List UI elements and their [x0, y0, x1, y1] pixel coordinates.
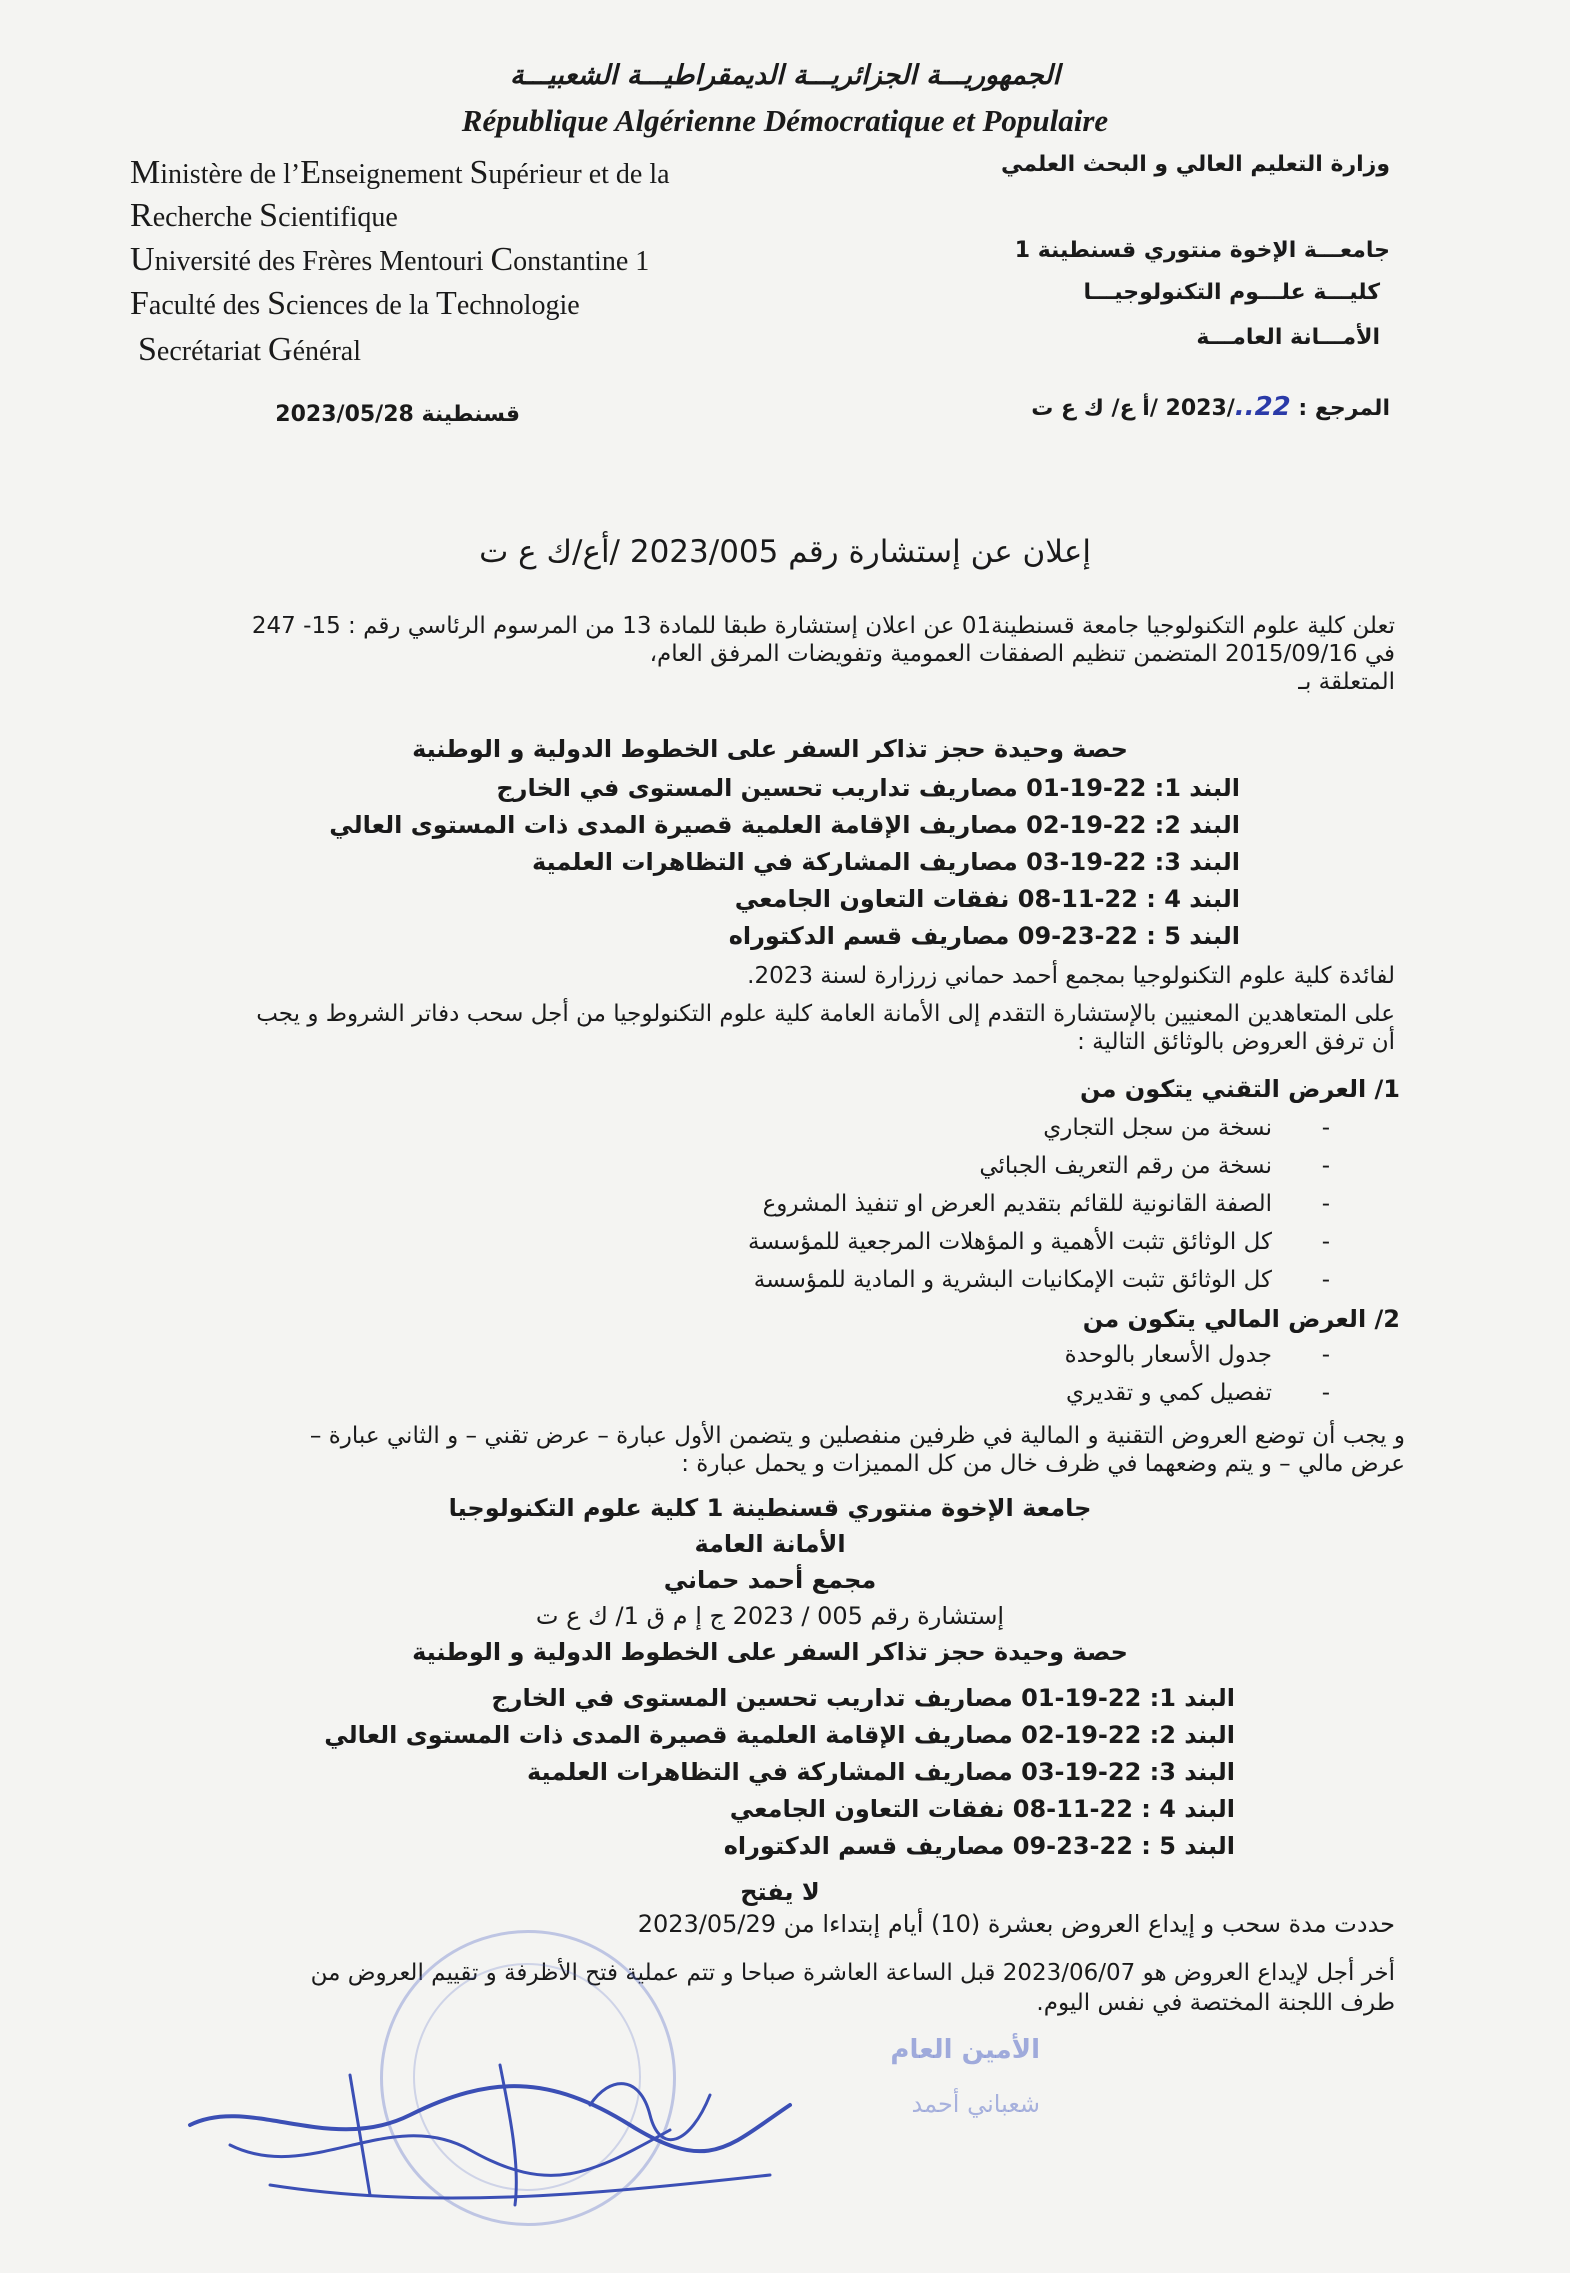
envelope-bands-list [235, 1680, 1235, 1865]
announcement-title: إعلان عن إستشارة رقم 2023/005 /أع/ك ع ت [479, 534, 1091, 570]
list-item: - كل الوثائق تثبت الأهمية و المؤهلات المرجعية للمؤسسة [540, 1229, 1340, 1267]
envelope-secretariat: الأمانة العامة [694, 1530, 846, 1558]
list-item: - نسخة من رقم التعريف الجبائي [540, 1153, 1340, 1191]
list-item: - تفصيل كمي و تقديري [540, 1380, 1340, 1418]
intro-line-1: تعلن كلية علوم التكنولوجيا جامعة قسنطينة01 عن اعلان إستشارة طبقا للمادة 13 من المرسوم الرئاسي رقم : 15- 247 [251, 613, 1395, 639]
document-date: قسنطينة 2023/05/28 [275, 402, 520, 427]
envelope-line-2: عرض مالي – و يتم وضعهما في ظرف خال من كل المميزات و يحمل عبارة : [681, 1451, 1405, 1477]
band-item: البند 4 : 22-11-08 نفقات التعاون الجامعي [729, 1795, 1235, 1823]
stamp-title: الأمين العام [890, 2035, 1040, 2065]
deadline-submit [105, 1958, 1395, 2018]
envelope-label [300, 1490, 1240, 1670]
fr-secretariat-line: Secrétariat Général [138, 331, 361, 368]
band-item: البند 1: 22-19-01 مصاريف تداريب تحسين المستوى في الخارج [496, 774, 1240, 802]
bands-list [240, 770, 1240, 955]
stamp-name: شعباني أحمد [911, 2090, 1040, 2118]
handwritten-signature [170, 2035, 810, 2235]
technical-offer-title: 1/ العرض التقني يتكون من [1079, 1075, 1400, 1103]
band-item: البند 3: 22-19-03 مصاريف المشاركة في التظاهرات العلمية [531, 848, 1240, 876]
deadline-line-2: طرف اللجنة المختصة في نفس اليوم. [1036, 1990, 1395, 2016]
intro-paragraph [135, 612, 1395, 696]
financial-offer-title: 2/ العرض المالي يتكون من [1082, 1305, 1400, 1333]
contractors-paragraph [135, 1000, 1395, 1056]
technical-offer-list [540, 1115, 1340, 1305]
lot-title: حصة وحيدة حجز تذاكر السفر على الخطوط الدولية و الوطنية [412, 735, 1128, 763]
band-item: البند 3: 22-19-03 مصاريف المشاركة في التظاهرات العلمية [526, 1758, 1235, 1786]
envelope-paragraph [115, 1422, 1405, 1478]
deadline-withdraw: حددت مدة سحب و إيداع العروض بعشرة (10) أيام إبتداءا من 2023/05/29 [637, 1910, 1395, 1938]
arabic-ministry: وزارة التعليم العالي و البحث العلمي [1000, 152, 1390, 177]
fr-ministry-line-1: Ministère de l’Enseignement Supérieur et de la [130, 154, 670, 191]
list-item: - كل الوثائق تثبت الإمكانيات البشرية و المادية للمؤسسة [540, 1267, 1340, 1305]
band-item: البند 2: 22-19-02 مصاريف الإقامة العلمية قصيرة المدى ذات المستوى العالي [324, 1721, 1235, 1749]
envelope-campus: مجمع أحمد حماني [663, 1566, 877, 1594]
arabic-university: جامعـــة الإخوة منتوري قسنطينة 1 [1014, 238, 1390, 263]
list-item: - نسخة من سجل التجاري [540, 1115, 1340, 1153]
envelope-line-1: و يجب أن توضع العروض التقنية و المالية في ظرفين منفصلين و يتضمن الأول عبارة – عرض تقني – و الثاني عبارة – [309, 1423, 1405, 1449]
band-item: البند 5 : 22-23-09 مصاريف قسم الدكتوراه [728, 922, 1240, 950]
arabic-republic-title: الجمهوريـــة الجزائريـــة الديمقراطيـــة الشعبيـــة [509, 60, 1061, 91]
french-republic-title: République Algérienne Démocratique et Populaire [461, 103, 1109, 138]
intro-line-3: المتعلقة بـ [1298, 669, 1395, 695]
arabic-faculty: كليـــة علـــوم التكنولوجيـــا [1083, 280, 1380, 305]
arabic-secretariat: الأمـــانة العامـــة [1196, 325, 1380, 350]
deadline-line-1: أخر أجل لإيداع العروض هو 2023/06/07 قبل الساعة العاشرة صباحا و تتم عملية فتح الأظرفة و تقييم العروض من [310, 1960, 1395, 1986]
contractors-line-2: أن ترفق العروض بالوثائق التالية : [1077, 1029, 1395, 1055]
reference-number: المرجع : 22../2023 /أ ع/ ك ع ت [1031, 392, 1390, 422]
intro-line-2: في 2015/09/16 المتضمن تنظيم الصفقات العمومية وتفويضات المرفق العام، [649, 641, 1395, 667]
fr-ministry-line-2: Recherche Scientifique [130, 197, 398, 234]
financial-offer-list [540, 1342, 1340, 1418]
do-not-open: لا يفتح [740, 1878, 820, 1906]
band-item: البند 5 : 22-23-09 مصاريف قسم الدكتوراه [723, 1832, 1235, 1860]
list-item: - جدول الأسعار بالوحدة [540, 1342, 1340, 1380]
envelope-consultation-number: إستشارة رقم 005 / 2023 ج إ م ق 1/ ك ع ت [535, 1602, 1005, 1630]
band-item: البند 4 : 22-11-08 نفقات التعاون الجامعي [734, 885, 1240, 913]
list-item: - الصفة القانونية للقائم بتقديم العرض او تنفيذ المشروع [540, 1191, 1340, 1229]
beneficiary-line: لفائدة كلية علوم التكنولوجيا بمجمع أحمد حماني زرزارة لسنة 2023. [747, 963, 1395, 989]
band-item: البند 1: 22-19-01 مصاريف تداريب تحسين المستوى في الخارج [491, 1684, 1235, 1712]
envelope-university: جامعة الإخوة منتوري قسنطينة 1 كلية علوم التكنولوجيا [448, 1494, 1092, 1522]
fr-university-line: Université des Frères Mentouri Constantine 1 [130, 241, 650, 278]
fr-faculty-line: Faculté des Sciences de la Technologie [130, 285, 580, 322]
envelope-lot-title: حصة وحيدة حجز تذاكر السفر على الخطوط الدولية و الوطنية [412, 1638, 1128, 1666]
band-item: البند 2: 22-19-02 مصاريف الإقامة العلمية قصيرة المدى ذات المستوى العالي [329, 811, 1240, 839]
contractors-line-1: على المتعاهدين المعنيين بالإستشارة التقدم إلى الأمانة العامة كلية علوم التكنولوجيا من أجل سحب دفاتر الشروط و يجب [256, 1001, 1395, 1027]
